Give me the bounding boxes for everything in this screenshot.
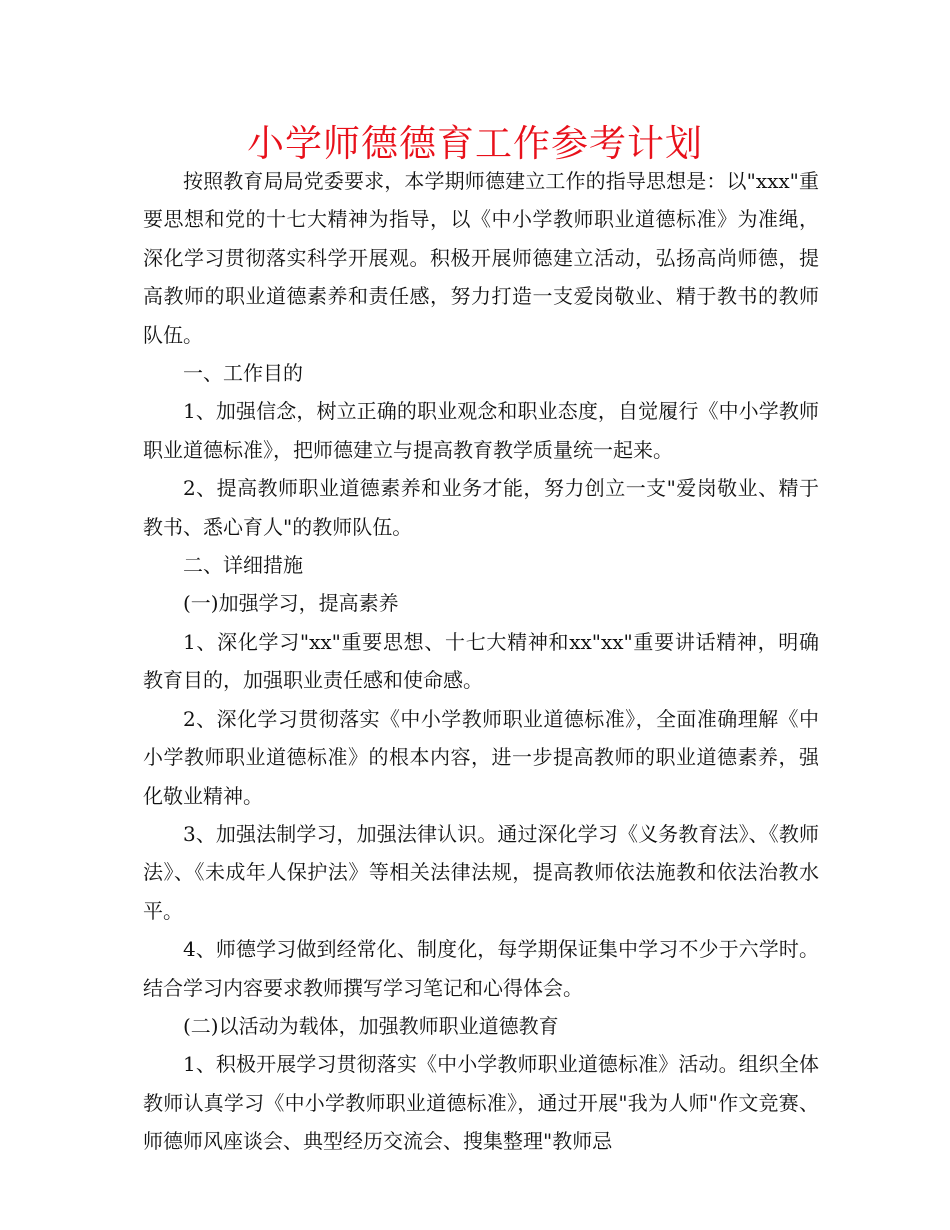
- document-title: 小学师德德育工作参考计划: [247, 122, 703, 165]
- paragraph-guiding-ideology: 按照教育局局党委要求，本学期师德建立工作的指导思想是：以"xxx"重要思想和党的十七大精神为指导，以《中小学教师职业道德标准》为准绳，深化学习贯彻落实科学开展观。积极开展师德建立活动，弘扬高尚师德，提高教师的职业道德素养和责任感，努力打造一支爱岗敬业、精于教书的教师队伍。: [143, 169, 819, 347]
- paragraph-measure-4: 4、师德学习做到经常化、制度化，每学期保证集中学习不少于六学时。结合学习内容要求教师撰写学习笔记和心得体会。: [143, 937, 819, 1000]
- subheading-study: (一)加强学习，提高素养: [183, 591, 399, 616]
- paragraph-measure-3: 3、加强法制学习，加强法律认识。通过深化学习《义务教育法》、《教师法》、《未成年人保护法》等相关法律法规，提高教师依法施教和依法治教水平。: [143, 821, 819, 923]
- heading-work-goals: 一、工作目的: [183, 361, 303, 386]
- paragraph-goal-2: 2、提高教师职业道德素养和业务才能，努力创立一支"爱岗敬业、精于教书、悉心育人"的教师队伍。: [143, 476, 819, 539]
- paragraph-measure-1: 1、深化学习"xx"重要思想、十七大精神和xx"xx"重要讲话精神，明确教育目的，加强职业责任感和使命感。: [143, 629, 819, 693]
- paragraph-goal-1: 1、加强信念，树立正确的职业观念和职业态度，自觉履行《中小学教师职业道德标准》，把师德建立与提高教育教学质量统一起来。: [143, 399, 819, 462]
- subheading-activities: (二)以活动为载体，加强教师职业道德教育: [183, 1013, 559, 1038]
- paragraph-activity-1: 1、积极开展学习贯彻落实《中小学教师职业道德标准》活动。组织全体教师认真学习《中小学教师职业道德标准》，通过开展"我为人师"作文竞赛、师德师风座谈会、典型经历交流会、搜集整理"教师忌: [143, 1052, 819, 1154]
- paragraph-measure-2: 2、深化学习贯彻落实《中小学教师职业道德标准》，全面准确理解《中小学教师职业道德标准》的根本内容，进一步提高教师的职业道德素养，强化敬业精神。: [143, 706, 819, 808]
- heading-specific-measures: 二、详细措施: [183, 553, 303, 578]
- document-body: [143, 162, 819, 1161]
